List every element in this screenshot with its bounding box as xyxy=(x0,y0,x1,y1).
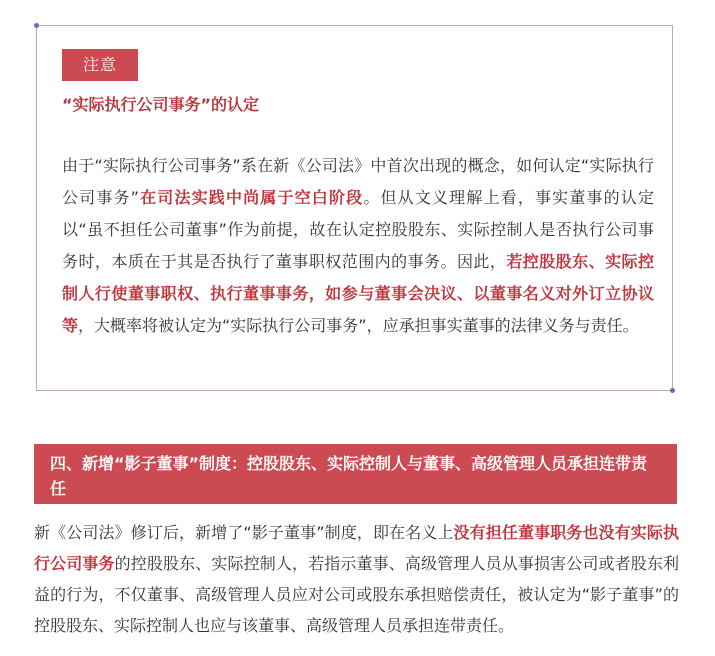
notice-tag: 注意 xyxy=(62,49,138,81)
notice-text: ，大概率将被认定为“实际执行公司事务”，应承担事实董事的法律义务与责任。 xyxy=(78,316,639,335)
notice-text: 。但从文义理解上看，事实董事的认定以“虽不担任公司董事”作为前提，故在认定控股股东、实际控制人是否执行公司事务时，本质在于其是否执行了董事职权范围内的事务。因此， xyxy=(62,188,654,271)
notice-highlight: 在司法实践中尚属于空白阶段 xyxy=(138,188,364,207)
section-highlight: 没有担任董事职务也没有实际执行公司事务 xyxy=(34,523,679,573)
section-text: 新《公司法》修订后，新增了“影子董事”制度，即在名义上 xyxy=(34,523,454,542)
corner-dot-icon xyxy=(670,388,675,393)
notice-box xyxy=(36,25,673,391)
notice-paragraph xyxy=(62,150,654,342)
notice-text: 由于“实际执行公司事务”系在新《公司法》中首次出现的概念，如何认定“实际执行公司事务” xyxy=(62,156,654,207)
notice-highlight: 若控股股东、实际控制人行使董事职权、执行董事事务，如参与董事会决议、以董事名义对外订立协议等 xyxy=(62,252,654,335)
section-text: 的控股股东、实际控制人，若指示董事、高级管理人员从事损害公司或者股东利益的行为，不仅董事、高级管理人员应对公司或股东承担赔偿责任，被认定为“影子董事”的控股股东、实际控制人也应与该董事、高级管理人员承担连带责任。 xyxy=(34,554,679,635)
section-paragraph xyxy=(34,517,679,641)
corner-dot-icon xyxy=(34,23,39,28)
section-heading-banner xyxy=(34,444,677,504)
section-title: 四、新增“影子董事”制度：控股股东、实际控制人与董事、高级管理人员承担连带责任 xyxy=(50,454,648,498)
notice-heading: “实际执行公司事务”的认定 xyxy=(62,95,260,114)
